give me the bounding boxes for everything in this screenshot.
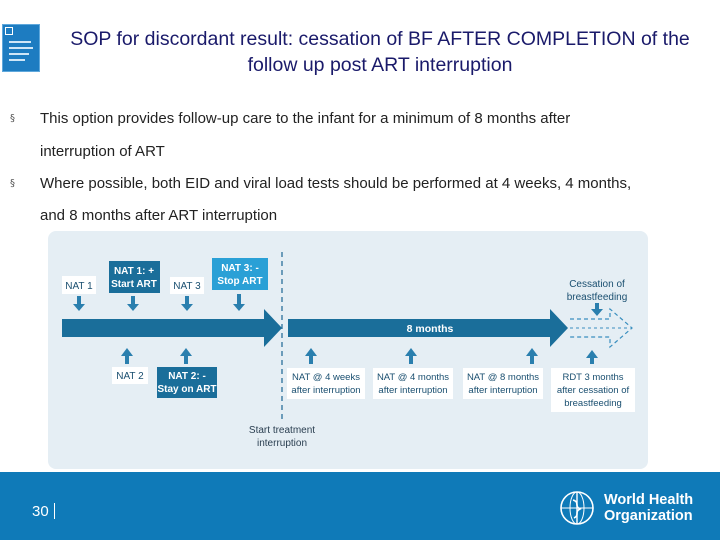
bullet-text-1b: interruption of ART: [40, 143, 165, 160]
nat3-stop-label-line-1: NAT 3: -: [221, 263, 259, 274]
bullet-marker-1: §: [10, 113, 15, 124]
bullet-text-1a: This option provides follow-up care to the infant for a minimum of 8 months after: [40, 110, 571, 127]
nat1-start-label-line-2: Start ART: [111, 279, 157, 290]
rdt-line-2: after cessation of: [556, 385, 630, 396]
nat-8-months-line-2: after interruption: [468, 385, 538, 396]
up-arrow-icon: [526, 348, 538, 364]
who-wordmark-line-1: World Health: [604, 492, 694, 508]
rdt-line-1: RDT 3 months: [562, 372, 624, 383]
up-arrow-icon: [180, 348, 192, 364]
nat3-label: NAT 3: [173, 281, 201, 292]
rdt-line-3: breastfeeding: [564, 398, 622, 409]
nat-4-weeks-line-2: after interruption: [291, 385, 361, 396]
page-number: 30: [32, 503, 49, 520]
cessation-label-line-2: breastfeeding: [566, 292, 628, 303]
nat2-stay-label-line-1: NAT 2: -: [168, 371, 206, 382]
down-arrow-icon: [591, 303, 603, 316]
start-treatment-line-1: Start treatment: [248, 425, 316, 436]
down-arrow-icon: [181, 296, 193, 311]
nat1-label: NAT 1: [65, 281, 93, 292]
who-emblem-icon: [558, 489, 596, 527]
nat3-stop-label-line-2: Stop ART: [217, 276, 263, 287]
cessation-label-line-1: Cessation of: [569, 279, 625, 290]
who-wordmark-line-2: Organization: [604, 508, 693, 524]
down-arrow-icon: [73, 296, 85, 311]
nat-4-months-line-2: after interruption: [378, 385, 448, 396]
slide-title-line-2: follow up post ART interruption: [247, 54, 513, 76]
nat-8-months-line-1: NAT @ 8 months: [466, 372, 540, 383]
nat1-start-label-line-1: NAT 1: +: [113, 266, 155, 277]
nat2-stay-label-line-2: Stay on ART: [157, 384, 217, 395]
eight-months-label: 8 months: [406, 323, 454, 335]
start-treatment-line-2: interruption: [256, 438, 308, 449]
nat-4-weeks-line-1: NAT @ 4 weeks: [292, 372, 360, 383]
up-arrow-icon: [305, 348, 317, 364]
bullet-text-2a: Where possible, both EID and viral load tests should be performed at 4 weeks, 4 months,: [40, 175, 632, 192]
top-down-arrows: [73, 294, 603, 316]
down-arrow-icon: [233, 294, 245, 311]
page-number-divider: [54, 503, 55, 519]
up-arrow-icon: [121, 348, 133, 364]
up-arrow-icon: [405, 348, 417, 364]
who-wordmark: [604, 492, 693, 524]
timeline-arrow-before: [62, 309, 282, 347]
down-arrow-icon: [127, 296, 139, 311]
bullet-text-2b: and 8 months after ART interruption: [40, 207, 278, 224]
bullet-marker-2: §: [10, 178, 15, 189]
nat2-label: NAT 2: [116, 371, 144, 382]
nat-4-months-line-1: NAT @ 4 months: [376, 372, 450, 383]
bottom-up-arrows: [121, 348, 598, 364]
slide-title-line-1: SOP for discordant result: cessation of BF AFTER COMPLETION of the: [70, 28, 690, 50]
up-arrow-icon: [586, 350, 598, 364]
